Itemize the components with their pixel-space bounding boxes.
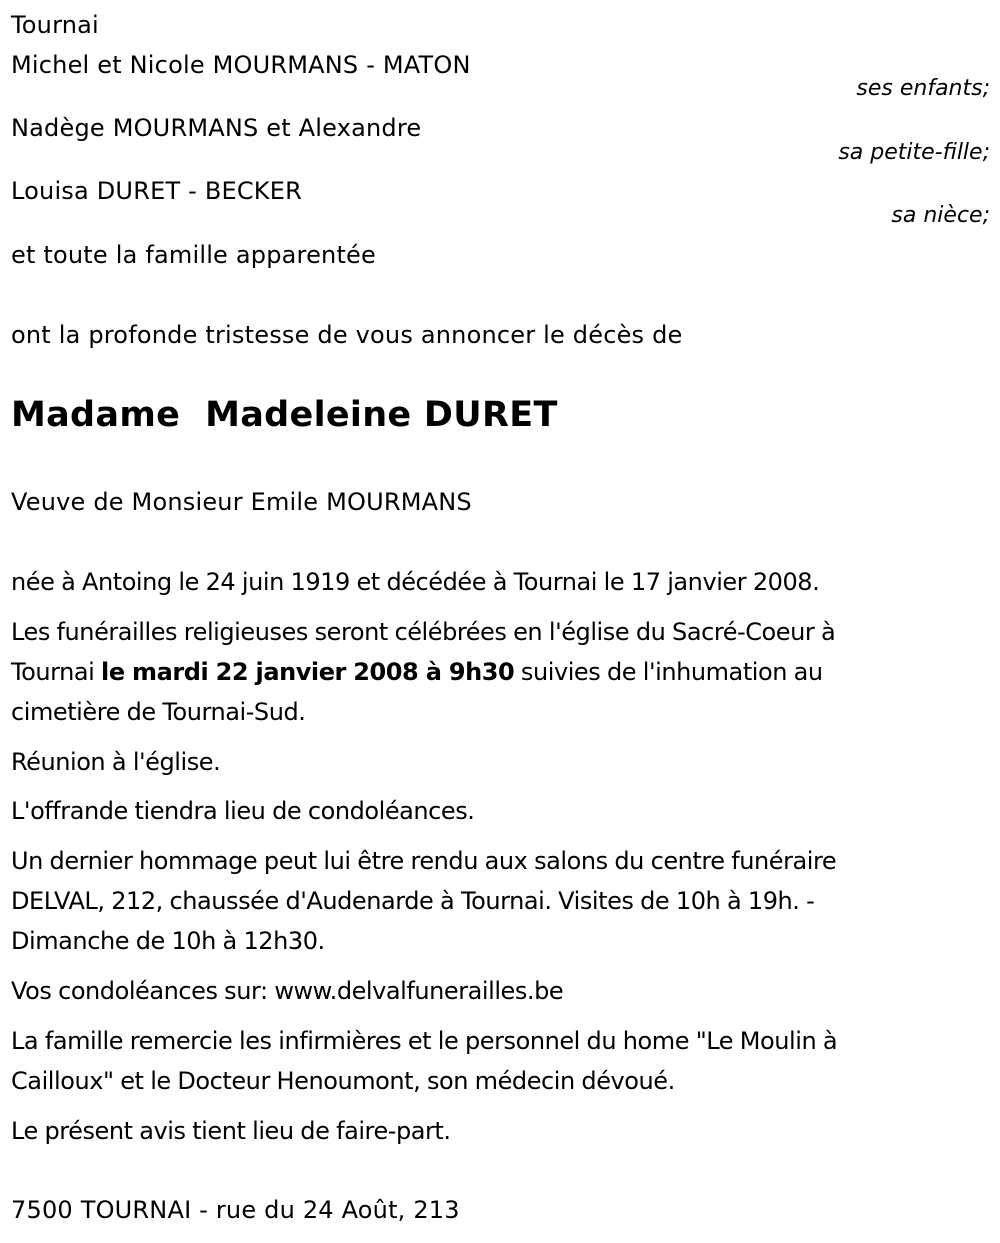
- deceased-full-name: Madeleine DURET: [205, 395, 558, 435]
- family-member-relation: sa nièce;: [891, 203, 990, 228]
- notice-info: [11, 1111, 451, 1151]
- announcement-text: ont la profonde tristesse de vous annoncer le décès de: [11, 321, 683, 349]
- tribute-line-1: Un dernier hommage peut lui être rendu aux salons du centre funéraire: [11, 847, 837, 875]
- funeral-line-2-pre: Tournai: [11, 658, 102, 686]
- deceased-name: [11, 393, 558, 437]
- condolences-line: [11, 971, 563, 1011]
- funeral-date-time: le mardi 22 janvier 2008 à 9h30: [101, 658, 515, 686]
- offering-info: [11, 791, 474, 831]
- family-member-relation: sa petite-fille;: [838, 140, 990, 165]
- thanks-line-1: La famille remercie les infirmières et le personnel du home "Le Moulin à: [11, 1027, 838, 1055]
- birth-death-info: [11, 562, 819, 602]
- funeral-line-2-post: suivies de l'inhumation au: [514, 658, 823, 686]
- funeral-info: [11, 612, 835, 732]
- family-address: 7500 TOURNAI - rue du 24 Août, 213: [11, 1196, 460, 1224]
- meeting-text: Réunion à l'église.: [11, 748, 221, 776]
- family-member-names: Nadège MOURMANS et Alexandre: [11, 114, 422, 142]
- offering-text: L'offrande tiendra lieu de condoléances.: [11, 797, 475, 825]
- notice-text: Le présent avis tient lieu de faire-part.: [11, 1117, 451, 1145]
- family-member-names: Louisa DURET - BECKER: [11, 177, 302, 205]
- thanks-line-2: Cailloux" et le Docteur Henoumont, son médecin dévoué.: [11, 1067, 675, 1095]
- funeral-line-3: cimetière de Tournai-Sud.: [11, 698, 306, 726]
- family-member-relation: ses enfants;: [856, 76, 990, 101]
- condolences-link[interactable]: www.delvalfunerailles.be: [274, 977, 564, 1005]
- widow-of: Veuve de Monsieur Emile MOURMANS: [11, 488, 472, 516]
- funeral-line-2: [11, 652, 835, 692]
- thanks-info: [11, 1021, 837, 1101]
- condolences-info: [11, 971, 563, 1011]
- condolences-label: Vos condoléances sur:: [11, 977, 275, 1005]
- family-member-names: Michel et Nicole MOURMANS - MATON: [11, 51, 471, 79]
- tribute-line-2: DELVAL, 212, chaussée d'Audenarde à Tournai. Visites de 10h à 19h. -: [11, 887, 815, 915]
- funeral-line-1: Les funérailles religieuses seront célébrées en l'église du Sacré-Coeur à: [11, 618, 836, 646]
- meeting-info: [11, 742, 220, 782]
- birth-death-text: née à Antoing le 24 juin 1919 et décédée à Tournai le 17 janvier 2008.: [11, 568, 820, 596]
- extended-family: et toute la famille apparentée: [11, 241, 376, 269]
- city-heading: Tournai: [11, 11, 99, 39]
- tribute-line-3: Dimanche de 10h à 12h30.: [11, 927, 325, 955]
- deceased-title: Madame: [11, 395, 181, 435]
- tribute-info: [11, 841, 836, 961]
